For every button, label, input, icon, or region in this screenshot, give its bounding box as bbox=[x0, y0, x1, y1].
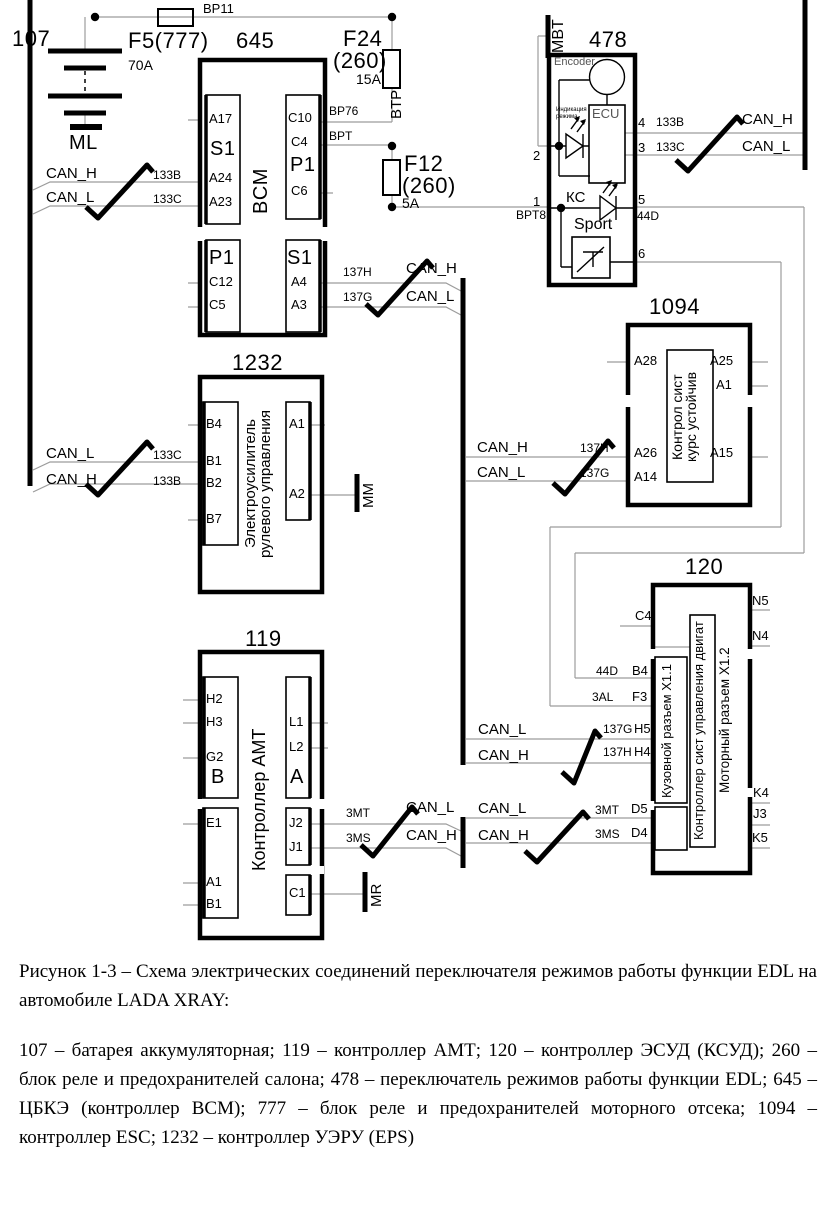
ground-mbt-label: MBT bbox=[550, 19, 567, 53]
pin-645-c6: C6 bbox=[291, 183, 308, 198]
can-h-645: CAN_H bbox=[406, 260, 457, 277]
wire-133b-478: 133B bbox=[656, 115, 685, 129]
block-1094-name-line2: курс устойчив bbox=[683, 371, 699, 463]
battery-id: 107 bbox=[12, 26, 51, 51]
pin-645-a3: A3 bbox=[291, 297, 307, 312]
can-l-120h: CAN_L bbox=[478, 721, 527, 738]
wire-44d-120: 44D bbox=[596, 664, 619, 678]
pin-119-e1: E1 bbox=[206, 815, 222, 830]
wire-44d-478: 44D bbox=[637, 209, 660, 223]
block-1232-name-line2: рулевого управления bbox=[257, 409, 274, 559]
pin-119-c1: C1 bbox=[289, 885, 306, 900]
pin-120-f3: F3 bbox=[632, 689, 648, 704]
pin-120-j3: J3 bbox=[753, 806, 767, 821]
fuse-f12-icon bbox=[383, 160, 400, 195]
wire-btp: BTP bbox=[388, 89, 405, 119]
fuse-f24-block: (260) bbox=[333, 48, 387, 73]
pin-1232-b4: B4 bbox=[206, 416, 222, 431]
wire-bpt8: BPT8 bbox=[516, 208, 547, 222]
can-l-645: CAN_L bbox=[406, 288, 455, 305]
pin-478-6: 6 bbox=[638, 246, 646, 261]
sport-label: Sport bbox=[574, 216, 613, 233]
pin-1094-a25: A25 bbox=[710, 353, 734, 368]
fuse-f5-rating: 70A bbox=[128, 57, 153, 73]
wire-bp11: BP11 bbox=[203, 1, 234, 16]
pin-478-5: 5 bbox=[638, 192, 646, 207]
block-1094-name bbox=[670, 352, 698, 482]
can-h-1094: CAN_H bbox=[477, 439, 528, 456]
pin-119-h3: H3 bbox=[206, 714, 223, 729]
pin-1094-a1: A1 bbox=[716, 377, 732, 392]
wire-bp76: BP76 bbox=[329, 104, 359, 118]
fuse-f24-rating: 15A bbox=[356, 71, 381, 87]
wire-3ms-119: 3MS bbox=[346, 831, 371, 845]
block-borders bbox=[200, 55, 750, 938]
fuse-f24-name: F24 bbox=[343, 26, 383, 51]
block-1094-title: 1094 bbox=[649, 294, 700, 319]
can-h-left-top: CAN_H bbox=[46, 165, 97, 182]
pin-120-k4: K4 bbox=[753, 785, 769, 800]
pin-119-l1: L1 bbox=[289, 714, 304, 729]
conn-645-s1: S1 bbox=[210, 138, 236, 160]
pin-1232-a1: A1 bbox=[289, 416, 305, 431]
fuse-f12-rating: 5A bbox=[402, 195, 420, 211]
pin-645-a17: A17 bbox=[209, 111, 233, 126]
pin-120-d5: D5 bbox=[631, 801, 648, 816]
block-478-title: 478 bbox=[589, 27, 628, 52]
pin-120-b4: B4 bbox=[632, 663, 648, 678]
kc-label: КС bbox=[566, 189, 586, 206]
wire-133b-1232: 133B bbox=[153, 474, 182, 488]
can-l-119: CAN_L bbox=[406, 799, 455, 816]
pin-645-c10: C10 bbox=[288, 110, 312, 125]
block-1232-name-line1: Электроусилитель bbox=[242, 419, 259, 549]
pin-478-2: 2 bbox=[533, 148, 541, 163]
pin-645-c5: C5 bbox=[209, 297, 226, 312]
wire-3al-120: 3AL bbox=[592, 690, 614, 704]
block-645-title: 645 bbox=[236, 28, 275, 53]
pin-1094-a15: A15 bbox=[710, 445, 734, 460]
conn-119-a: A bbox=[290, 766, 304, 788]
indication-line1: Индикация bbox=[556, 107, 587, 113]
pin-119-h2: H2 bbox=[206, 691, 223, 706]
pin-120-c4: C4 bbox=[635, 608, 652, 623]
pin-645-a24: A24 bbox=[209, 170, 233, 185]
wire-137h-1094: 137H bbox=[580, 441, 609, 455]
conn-645-p1b: P1 bbox=[209, 247, 235, 269]
wire-137g-120: 137G bbox=[603, 722, 633, 736]
pin-1232-b1: B1 bbox=[206, 453, 222, 468]
block-1232-title: 1232 bbox=[232, 350, 283, 375]
can-h-119: CAN_H bbox=[406, 827, 457, 844]
pin-119-g2: G2 bbox=[206, 749, 224, 764]
block-120-title: 120 bbox=[685, 554, 724, 579]
ground-mr-label: MR bbox=[368, 883, 385, 907]
can-h-120d: CAN_H bbox=[478, 827, 529, 844]
can-l-left-top: CAN_L bbox=[46, 189, 95, 206]
block-119-name: Контроллер АМТ bbox=[249, 728, 269, 872]
pin-1094-a28: A28 bbox=[634, 353, 658, 368]
wire-137h-120: 137H bbox=[603, 745, 632, 759]
can-l-478: CAN_L bbox=[742, 138, 791, 155]
switch-symbol-icon bbox=[577, 247, 604, 272]
encoder-label: Encoder bbox=[554, 56, 595, 68]
pin-478-4: 4 bbox=[638, 115, 646, 130]
pin-645-c12: C12 bbox=[209, 274, 233, 289]
pin-119-j2: J2 bbox=[289, 815, 303, 830]
block-120-name: Контроллер сист управления двигат bbox=[691, 621, 706, 841]
fuse-f12-block: (260) bbox=[402, 173, 456, 198]
pin-1232-b7: B7 bbox=[206, 511, 222, 526]
wire-137g-645: 137G bbox=[343, 290, 373, 304]
pin-120-h4: H4 bbox=[634, 744, 651, 759]
block-645-name: BCM bbox=[250, 168, 272, 214]
wire-133c-478: 133C bbox=[656, 140, 685, 154]
indication-line2: режима bbox=[556, 113, 578, 120]
wire-3mt-119: 3MT bbox=[346, 806, 370, 820]
pin-119-a1: A1 bbox=[206, 874, 222, 889]
can-l-1094: CAN_L bbox=[477, 464, 526, 481]
wire-133b-left: 133B bbox=[153, 168, 182, 182]
pin-645-a4: A4 bbox=[291, 274, 307, 289]
switch-478-internals bbox=[549, 60, 635, 273]
block-478-border bbox=[549, 55, 635, 285]
led-indication-icon bbox=[566, 134, 583, 158]
fuse-f12-name: F12 bbox=[404, 151, 444, 176]
ecu-label: ECU bbox=[592, 106, 620, 121]
pin-120-d4: D4 bbox=[631, 825, 648, 840]
pin-1232-b2: B2 bbox=[206, 475, 222, 490]
can-h-120h: CAN_H bbox=[478, 747, 529, 764]
pin-645-a23: A23 bbox=[209, 194, 233, 209]
pin-120-k5: K5 bbox=[752, 830, 768, 845]
figure-legend: 107 – батарея аккумуляторная; 119 – контроллер АМТ; 120 – контроллер ЭСУД (КСУД); 260 – блок реле и предохранителей салона; 478 – переключатель режимов работы функции EDL; 645 – ЦБКЭ (контроллер BCM); 777 – блок реле и предохранителей моторного отсека; 1094 – контроллер ESC; 1232 – контроллер УЭРУ (EPS) bbox=[19, 1040, 817, 1148]
wire-133c-1232: 133C bbox=[153, 448, 182, 462]
pin-645-c4: C4 bbox=[291, 134, 308, 149]
figure-caption: Рисунок 1-3 – Схема электрических соединений переключателя режимов работы функции EDL на автомобиле LADA XRAY: bbox=[19, 961, 817, 1011]
can-l-120d: CAN_L bbox=[478, 800, 527, 817]
conn-119-b: B bbox=[211, 766, 225, 788]
conn-645-p1: P1 bbox=[290, 154, 316, 176]
fuse-f5-name: F5(777) bbox=[128, 28, 209, 53]
can-h-478: CAN_H bbox=[742, 111, 793, 128]
wire-137h-645: 137H bbox=[343, 265, 372, 279]
indication-label bbox=[556, 107, 587, 121]
ground-mm-label: MM bbox=[360, 483, 377, 509]
pin-1232-a2: A2 bbox=[289, 486, 305, 501]
can-h-left-bot: CAN_H bbox=[46, 471, 97, 488]
pin-120-n4: N4 bbox=[752, 628, 769, 643]
block-1094-name-line1: Контрол сист bbox=[669, 374, 685, 460]
wire-3ms-120: 3MS bbox=[595, 827, 620, 841]
pin-120-n5: N5 bbox=[752, 593, 769, 608]
wire-133c-left: 133C bbox=[153, 192, 182, 206]
block-120-x11: Кузовной разъем X1.1 bbox=[659, 664, 674, 798]
pin-119-l2: L2 bbox=[289, 739, 304, 754]
pin-119-b1: B1 bbox=[206, 896, 222, 911]
conn-645-s1b: S1 bbox=[287, 247, 313, 269]
pin-119-j1: J1 bbox=[289, 839, 303, 854]
pin-1094-a14: A14 bbox=[634, 469, 658, 484]
pin-478-3: 3 bbox=[638, 140, 646, 155]
pin-478-1: 1 bbox=[533, 194, 541, 209]
wire-bpt: BPT bbox=[329, 129, 353, 143]
can-l-left-bot: CAN_L bbox=[46, 445, 95, 462]
battery-symbol bbox=[48, 51, 122, 113]
ground-ml-label: ML bbox=[69, 132, 98, 154]
pin-1094-a26: A26 bbox=[634, 445, 658, 460]
wire-3mt-120: 3MT bbox=[595, 803, 619, 817]
block-119-title: 119 bbox=[245, 626, 282, 651]
block-1232-name bbox=[243, 390, 273, 578]
wire-137g-1094: 137G bbox=[580, 466, 610, 480]
block-120-x12: Моторный разъем X1.2 bbox=[717, 647, 732, 793]
pin-120-h5: H5 bbox=[634, 721, 651, 736]
